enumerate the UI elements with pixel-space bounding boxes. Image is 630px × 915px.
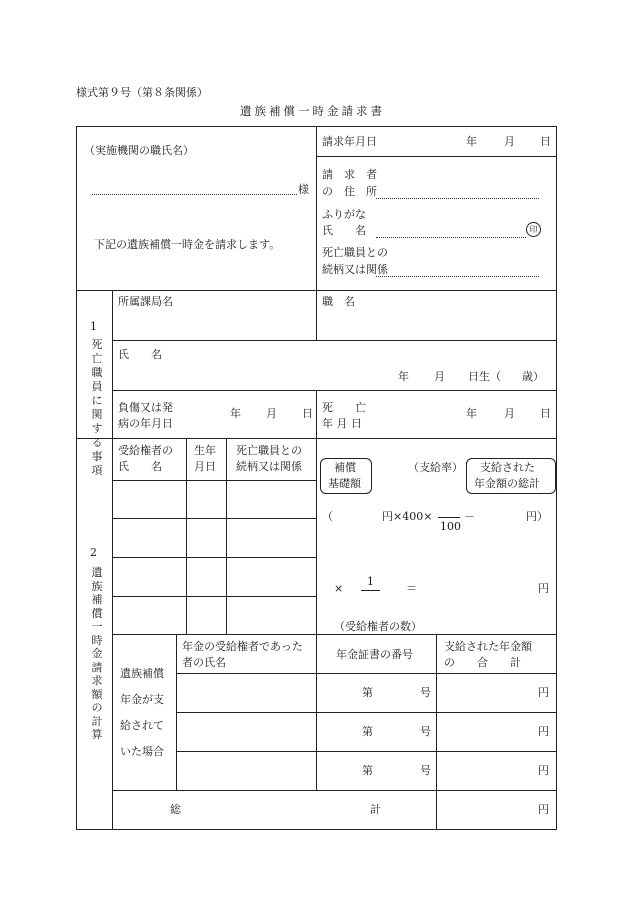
col-birth-1: 生年 [194, 444, 216, 457]
col-recipient-2: 氏 名 [118, 460, 162, 473]
open-paren: （ [322, 510, 333, 523]
seal-mark: 印 [526, 222, 541, 237]
request-text: 下記の遺族補償一時金を請求します。 [94, 238, 281, 251]
col-cert: 年金証書の番号 [336, 648, 413, 661]
form-title: 遺族補償一時金請求書 [240, 104, 385, 118]
death-label-2: 年 月 日 [322, 417, 362, 430]
section1-vertical-label: 死亡職員に関する事項 [91, 338, 103, 477]
birth-year: 年 [398, 370, 409, 383]
agency-name-line[interactable] [92, 194, 297, 195]
base-label-2: 基礎額 [328, 477, 361, 490]
dept-label: 所属課局名 [118, 295, 173, 308]
injury-label-1: 負傷又は発 [118, 401, 173, 414]
formula-mid: 円×400× [382, 510, 433, 523]
cert-suffix-1: 号 [420, 686, 431, 699]
injury-year: 年 [230, 407, 241, 420]
col-total-2: の 合 計 [444, 656, 521, 669]
total-label-2: 計 [370, 803, 381, 816]
times-sign: × [334, 582, 344, 595]
pension-yen-3: 円 [538, 764, 549, 777]
request-day: 日 [540, 135, 551, 148]
form-number: 様式第９号（第８条関係） [76, 86, 208, 99]
col-relation-2: 続柄又は関係 [236, 460, 302, 473]
rate-label: （支給率） [408, 461, 463, 474]
claimant-address-line[interactable] [376, 198, 539, 199]
deceased-name-label: 氏 名 [118, 348, 162, 361]
pension-label-4: いた場合 [120, 745, 164, 758]
cert-suffix-3: 号 [420, 764, 431, 777]
injury-month: 月 [266, 407, 277, 420]
request-month: 月 [504, 135, 515, 148]
section2-number: 2 [90, 546, 97, 559]
base-label-1: 補償 [334, 461, 356, 474]
pension-label-3: 給されて [120, 719, 164, 732]
cert-prefix-2: 第 [362, 725, 373, 738]
col-relation-1: 死亡職員との [236, 444, 302, 457]
numerator: 1 [367, 575, 374, 588]
section2-vertical-label: 遺族補償一時金請求額の計算 [91, 566, 103, 741]
relation-line[interactable] [376, 276, 539, 277]
death-day: 日 [540, 407, 551, 420]
relation-label-1: 死亡職員との [322, 246, 388, 259]
col-birth-2: 月日 [194, 460, 216, 473]
age-suffix: 歳） [522, 370, 544, 383]
pension-label-2: 年金が支 [120, 693, 164, 706]
recipients-count-label: （受給権者の数） [334, 620, 422, 633]
injury-label-2: 病の年月日 [118, 417, 173, 430]
calc-yen: 円 [538, 582, 549, 595]
birth-month: 月 [434, 370, 445, 383]
equals-sign: ＝ [406, 582, 417, 595]
claimant-address-label-2: の 住 所 [322, 185, 377, 198]
death-month: 月 [504, 407, 515, 420]
job-label: 職 名 [322, 295, 355, 308]
request-year: 年 [466, 135, 477, 148]
claimant-address-label-1: 請 求 者 [322, 168, 377, 181]
col-former-1: 年金の受給権者であった [182, 640, 303, 653]
pension-yen-1: 円 [538, 686, 549, 699]
paid-label-1: 支給された [480, 461, 535, 474]
col-total-1: 支給された年金額 [444, 640, 532, 653]
total-yen: 円 [538, 803, 549, 816]
paid-label-2: 年金額の総計 [474, 477, 540, 490]
request-date-label: 請求年月日 [322, 135, 377, 148]
death-label-1: 死 亡 [322, 401, 366, 414]
denominator: 100 [440, 520, 461, 533]
injury-day: 日 [302, 407, 313, 420]
cert-prefix-3: 第 [362, 764, 373, 777]
furigana-label: ふりがな [322, 208, 366, 221]
yen-close: 円） [526, 510, 548, 523]
claimant-name-line[interactable] [376, 237, 526, 238]
agency-label: （実施機関の職氏名） [84, 144, 194, 157]
col-recipient-1: 受給権者の [118, 444, 173, 457]
relation-label-2: 続柄又は関係 [322, 263, 388, 276]
col-former-2: 者の氏名 [182, 656, 226, 669]
pension-label-1: 遺族補償 [120, 667, 164, 680]
cert-prefix-1: 第 [362, 686, 373, 699]
total-label-1: 総 [170, 803, 181, 816]
section1-number: 1 [90, 320, 97, 333]
death-year: 年 [466, 407, 477, 420]
birth-day: 日生（ [468, 370, 501, 383]
pension-yen-2: 円 [538, 725, 549, 738]
claimant-name-label: 氏 名 [322, 224, 366, 237]
cert-suffix-2: 号 [420, 725, 431, 738]
minus-sign: － [464, 510, 475, 523]
honorific: 様 [298, 183, 309, 196]
